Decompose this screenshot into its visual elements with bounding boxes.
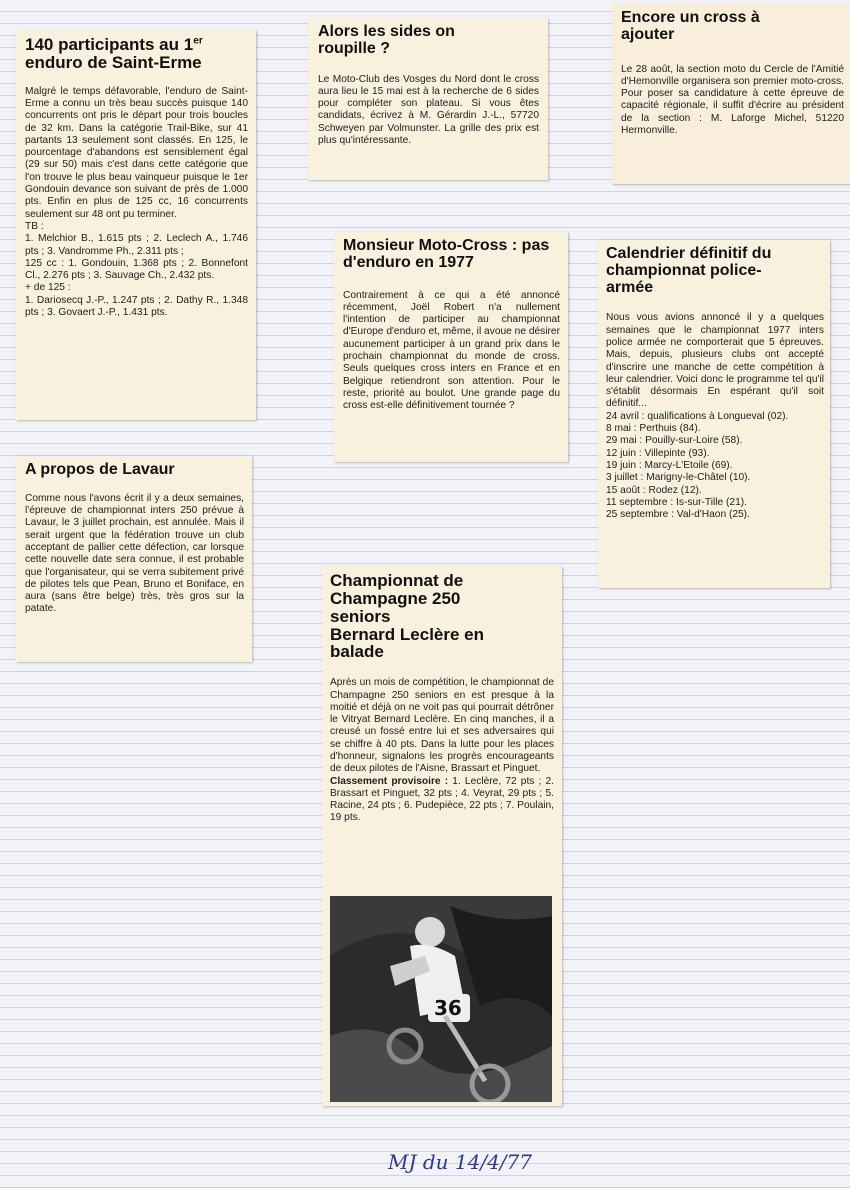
- article-saint-erme: [16, 30, 256, 420]
- motocross-photo: [330, 896, 552, 1102]
- article-champagne: [322, 566, 562, 1106]
- article-champagne-body: Après un mois de compétition, le championnat de Champagne 250 seniors en est presque à la moitié et déjà on ne voit pas qui pourrait détrôner le Vitryat Bernard Leclère. En cinq manches, il a creusé un fossé entre lui et ses adversaires qui se chiffre à 40 pts. Dans la lutte pour les places d'honneur, signalons les progrès encourageants de deux pilotes de l'Aisne, Brassart et Pinguet. Classement provisoire : 1. Leclère, 72 pts ; 2. Brassart et Pinguet, 32 pts ; 4. Veyrat, 29 pts ; 5. Racine, 24 pts ; 6. Pudepièce, 22 pts ; 7. Poulain, 19 pts.: [330, 677, 554, 824]
- calendar-date: 15 août : Rodez (12).: [606, 484, 702, 496]
- article-saint-erme-body: Malgré le temps défavorable, l'enduro de Saint-Erme a connu un très beau succès puisque 140 concurrents ont pris le départ pour trois boucles de 32 km. Dans la catégorie Trail-Bike, sur 41 partants 13 seulement sont classés. En 125, le pourcentage d'abandons est sensiblement égal (29 sur 50) mais c'est dans cette catégorie que l'on trouve le plus beau vainqueur puisque le 1er Gondouin devance son suivant de près de 1.000 pts. Enfin en plus de 125 cc, 16 concurrents seulement sur 48 ont pu terminer. TB : 1. Melchior B., 1.615 pts ; 2. Leclech A., 1.746 pts ; 3. Vandromme Ph., 2.311 pts ; 125 cc : 1. Gondouin, 1.368 pts ; 2. Bonnefont Cl., 2.276 pts ; 3. Sauvage Ch., 2.432 pts. + de 125 : 1. Dariosecq J.-P., 1.247 pts ; 2. Dathy R., 1.348 pts ; 3. Govaert J.-P., 1.431 pts.: [25, 85, 248, 319]
- article-champagne-subtitle: Bernard Leclère en balade: [330, 624, 485, 662]
- calendar-date: 29 mai : Pouilly-sur-Loire (58).: [606, 435, 743, 447]
- result-line: 125 cc : 1. Gondouin, 1.368 pts ; 2. Bonnefont Cl., 2.276 pts ; 3. Sauvage Ch., 2.432 pts.: [25, 257, 248, 282]
- result-line: + de 125 :: [25, 282, 71, 294]
- calendar-date: 3 juillet : Marigny-le-Châtel (10).: [606, 472, 751, 484]
- article-moto-cross: [334, 232, 568, 462]
- photo-race-number: 36: [434, 996, 462, 1020]
- result-line: 1. Melchior B., 1.615 pts ; 2. Leclech A., 1.746 pts ; 3. Vandromme Ph., 2.311 pts ;: [25, 233, 248, 257]
- result-line: TB :: [25, 220, 44, 232]
- article-sides-title: Alors les sides on roupille ?: [318, 23, 455, 57]
- article-encore-cross-title: Encore un cross à ajouter: [621, 9, 760, 43]
- article-calendrier-title: Calendrier définitif du championnat police-armée: [606, 245, 772, 296]
- ranking-text: 1. Leclère, 72 pts ; 2. Brassart et Pinguet, 32 pts ; 4. Veyrat, 29 pts ; 5. Racine, 24 pts ; 6. Pudepièce, 22 pts ; 7. Poulain, 19 pts.: [330, 775, 554, 824]
- article-sides-body: Le Moto-Club des Vosges du Nord dont le cross aura lieu le 15 mai est à la recherche de 6 sides pour compléter son plateau. Si vous êtes candidats, écrivez à M. Gérardin J.-L., 57720 Schweyen par Volmunster. La grille des prix est plus qu'intéressante.: [318, 73, 539, 147]
- article-encore-cross-body: Le 28 août, la section moto du Cercle de l'Amitié d'Hemonville organisera son premier moto-cross. Pour poser sa candidature à cette épreuve de capacité régionale, il suffit d'écrire au président de la section : M. Laforge Michel, 51220 Hermonville.: [621, 63, 844, 137]
- article-encore-cross: [612, 4, 850, 184]
- motocross-rider-image: [330, 896, 552, 1102]
- article-calendrier-body: Nous vous avions annoncé il y a quelques semaines que le championnat 1977 inters police armée ne comporterait que 5 épreuves. Mais, depuis, plusieurs clubs ont accepté d'inscrire une manche de cette compétition à leur calendrier. Voici donc le programme tel qu'il s'établit désormais En espérant qu'il soit définitif... 24 avril : qualifications à Longueval (02). 8 mai : Perthuis (84). 29 mai : Pouilly-sur-Loire (58). 12 juin : Villepinte (93). 19 juin : Marcy-L'Etoile (69). 3 juillet : Marigny-le-Châtel (10). 15 août : Rodez (12). 11 septembre : Is-sur-Tille (21). 25 septembre : Val-d'Haon (25).: [606, 312, 824, 521]
- ranking-label: Classement provisoire :: [330, 775, 449, 787]
- calendar-date: 25 septembre : Val-d'Haon (25).: [606, 509, 750, 521]
- calendar-date: 19 juin : Marcy-L'Etoile (69).: [606, 459, 733, 471]
- article-lavaur-title: A propos de Lavaur: [25, 461, 175, 478]
- article-champagne-title: Championnat de Champagne 250 seniors: [330, 571, 464, 626]
- article-moto-cross-title: Monsieur Moto-Cross : pas d'enduro en 1977: [343, 237, 550, 271]
- article-calendrier: [598, 240, 830, 588]
- handwritten-date-note: MJ du 14/4/77: [388, 1150, 532, 1174]
- result-line: 1. Dariosecq J.-P., 1.247 pts ; 2. Dathy R., 1.348 pts ; 3. Govaert J.-P., 1.431 pts.: [25, 294, 248, 319]
- calendar-date: 12 juin : Villepinte (93).: [606, 447, 710, 459]
- article-lavaur: [16, 456, 252, 662]
- article-moto-cross-body: Contrairement à ce qui a été annoncé récemment, Joël Robert n'a nullement l'intention de participer au championnat d'Europe d'enduro et, même, il avoue ne désirer aucunement participer à un grand prix dans le prochain championnat du monde de cross. Seuls quelques cross inters en France et en Belgique retiendront son attention. Pour le reste, priorité au boulot. Une grande page du cross est-elle définitivement tournée ?: [343, 289, 560, 412]
- calendar-date: 24 avril : qualifications à Longueval (02).: [606, 410, 789, 422]
- article-sides: [308, 18, 548, 180]
- calendar-date: 11 septembre : Is-sur-Tille (21).: [606, 496, 747, 508]
- calendar-date: 8 mai : Perthuis (84).: [606, 423, 701, 435]
- article-lavaur-body: Comme nous l'avons écrit il y a deux semaines, l'épreuve de championnat inters 250 prévue à Lavaur, le 3 juillet prochain, est annulée. Mais il serait urgent que la fédération trouve un club acceptant de pallier cette défection, car lorsque cette nouvelle date sera connue, il est probable que l'organisateur, qui se verra subitement privé de pilotes tels que Pean, Bruno et Boniface, en aura (sans être belge) très, très gros sur la patate.: [25, 492, 244, 615]
- article-saint-erme-title: 140 participants au 1er enduro de Saint-Erme: [25, 35, 203, 72]
